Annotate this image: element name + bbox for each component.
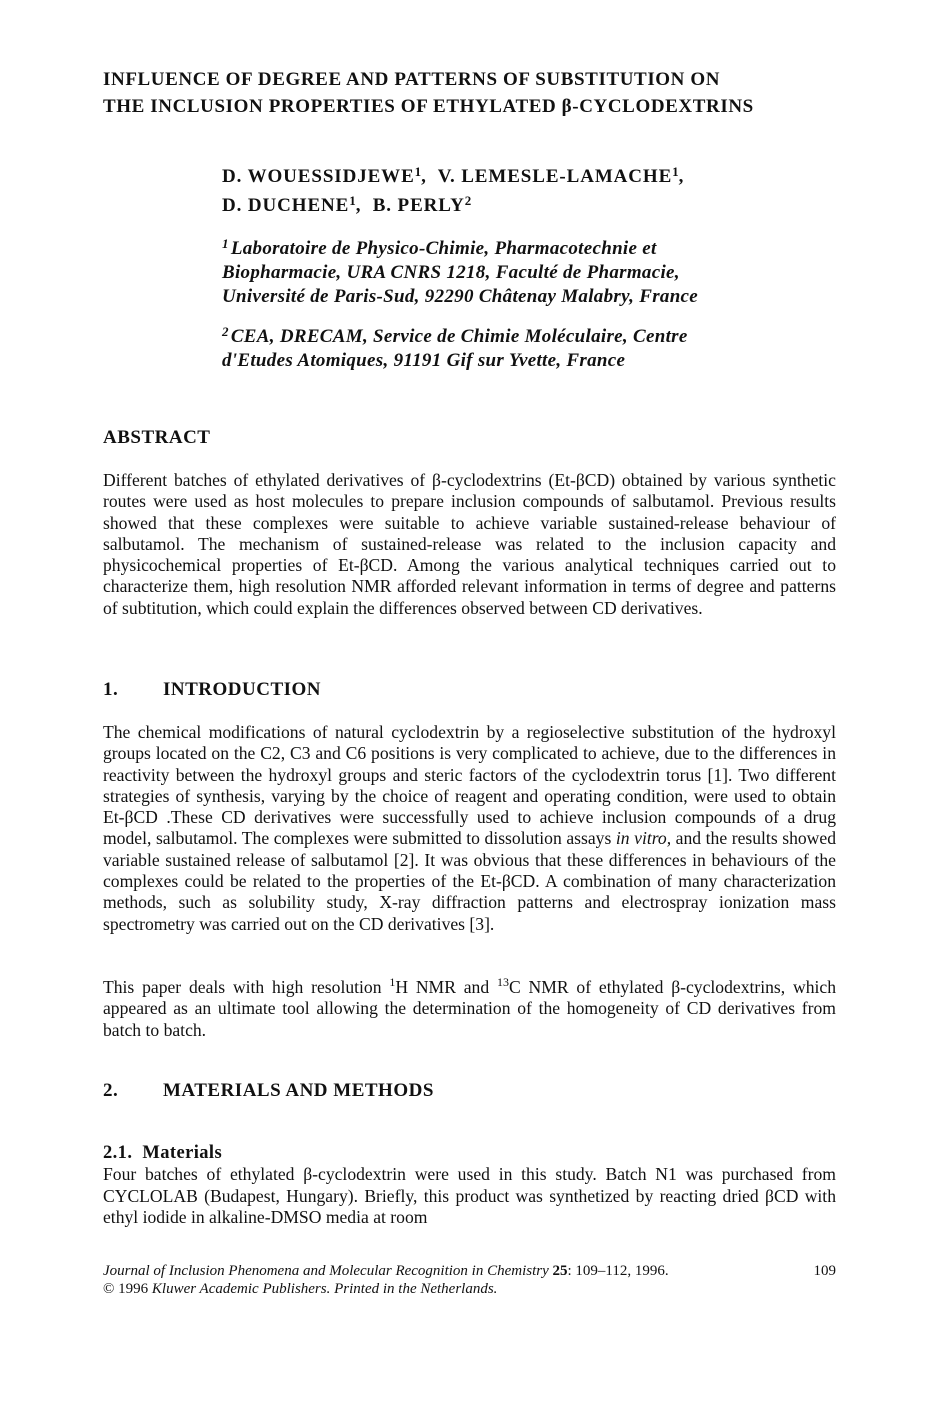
author-affiliation-mark: 1 bbox=[349, 193, 356, 208]
title-line-2: THE INCLUSION PROPERTIES OF ETHYLATED β-CYCLODEXTRINS bbox=[103, 96, 754, 117]
author-name: B. PERLY bbox=[372, 195, 465, 216]
affiliation-line: Laboratoire de Physico-Chimie, Pharmacotechnie et bbox=[230, 238, 657, 259]
authors-line-1: D. WOUESSIDJEWE$^1$, V. LEMESLE-LAMACHE$^1$, bbox=[222, 164, 685, 187]
section-title: INTRODUCTION bbox=[163, 679, 322, 700]
author-name: V. LEMESLE-LAMACHE bbox=[437, 166, 673, 187]
affiliation-line: Biopharmacie, URA CNRS 1218, Faculté de Pharmacie, bbox=[222, 262, 680, 283]
introduction-paragraph-2: This paper deals with high resolution $^1$H NMR and $^{13}$C NMR of ethylated β-cyclodextrins, which appeared as an ultimate tool allowing the determination of the homogeneity of CD derivatives from batch to batch. bbox=[103, 975, 836, 1040]
authors-line-2: D. DUCHENE$^1$, B. PERLY$^2$ bbox=[222, 193, 472, 216]
author-affiliation-mark: 1 bbox=[414, 164, 422, 179]
section-heading-materials-methods bbox=[103, 1079, 434, 1103]
materials-text: Four batches of ethylated β-cyclodextrin were used in this study. Batch N1 was purchased from CYCLOLAB (Budapest, Hungary). Briefly, this product was synthetized by reacting dried βCD with ethyl iodide in alkaline-DMSO media at room bbox=[103, 1164, 836, 1227]
title-line-1: INFLUENCE OF DEGREE AND PATTERNS OF SUBSTITUTION ON bbox=[103, 69, 721, 90]
affiliation-line: Université de Paris-Sud, 92290 Châtenay Malabry, France bbox=[222, 286, 699, 307]
section-number: 2. bbox=[103, 1080, 119, 1101]
paper-title bbox=[103, 66, 843, 120]
author-affiliation-mark: 1 bbox=[672, 164, 679, 179]
page-number: 109 bbox=[813, 1263, 836, 1279]
journal-name: Journal of Inclusion Phenomena and Molecular Recognition in Chemistry bbox=[103, 1263, 549, 1279]
abstract-text: Different batches of ethylated derivatives of β-cyclodextrins (Et-βCD) obtained by various synthetic routes were used as host molecules to prepare inclusion compounds of salbutamol. Previous results showed that these complexes were suitable to achieve variable sustained-release behaviour of salbutamol. The mechanism of sustained-release was related to the inclusion capacity and physicochemical properties of Et-βCD. Among the various analytical techniques carried out to characterize them, high resolution NMR afforded relevant information in terms of degree and patterns of subtitution, which could explain the differences observed between CD derivatives. bbox=[103, 470, 836, 618]
author-name: D. DUCHENE bbox=[222, 195, 350, 216]
affiliation-1 bbox=[222, 232, 822, 309]
author-name: D. WOUESSIDJEWE bbox=[222, 166, 415, 187]
section-heading-introduction bbox=[103, 678, 321, 702]
journal-citation bbox=[103, 1262, 836, 1280]
affiliation-line: d'Etudes Atomiques, 91191 Gif sur Yvette, France bbox=[222, 350, 626, 371]
affiliation-mark: 1 bbox=[222, 236, 229, 251]
author-affiliation-mark: 2 bbox=[464, 193, 472, 208]
subsection-heading-materials: 2.1. Materials bbox=[103, 1143, 223, 1163]
materials-paragraph bbox=[103, 1143, 836, 1228]
publisher-name: Kluwer Academic Publishers. Printed in the Netherlands. bbox=[151, 1281, 498, 1297]
emphasis-text: in vitro, bbox=[615, 828, 672, 849]
affiliation-mark: 2 bbox=[222, 324, 229, 339]
affiliation-line: CEA, DRECAM, Service de Chimie Moléculaire, Centre bbox=[230, 326, 688, 347]
introduction-paragraph-1: The chemical modifications of natural cyclodextrin by a regioselective substitution of the hydroxyl groups located on the C2, C3 and C6 positions is very complicated to achieve, due to the differences in reactivity between the hydroxyl groups and steric factors of the cyclodextrin torus [1]. Two different strategies of synthesis, varying by the choice of reagent and operating condition, were used to obtain Et-βCD .These CD derivatives were successfully used to achieve inclusion compounds of a drug model, salbutamol. The complexes were submitted to dissolution assays in vitro, and the results showed variable sustained release of salbutamol [2]. It was obvious that these differences in behaviours of the complexes could be related to the properties of the Et-βCD. A combination of many characterization methods, such as solubility study, X-ray diffraction patterns and electrospray ionization mass spectrometry was carried out on the CD derivatives [3]. bbox=[103, 722, 836, 934]
page-footer bbox=[103, 1262, 836, 1298]
journal-pages-year: : 109–112, 1996. bbox=[567, 1263, 669, 1279]
abstract-heading: ABSTRACT bbox=[103, 427, 211, 448]
affiliation-2 bbox=[222, 320, 822, 373]
author-list bbox=[222, 160, 684, 218]
journal-volume: 25 bbox=[552, 1263, 568, 1279]
section-number: 1. bbox=[103, 679, 119, 700]
copyright-line: © 1996 Kluwer Academic Publishers. Printed in the Netherlands. bbox=[103, 1281, 498, 1297]
section-title: MATERIALS AND METHODS bbox=[163, 1080, 434, 1101]
